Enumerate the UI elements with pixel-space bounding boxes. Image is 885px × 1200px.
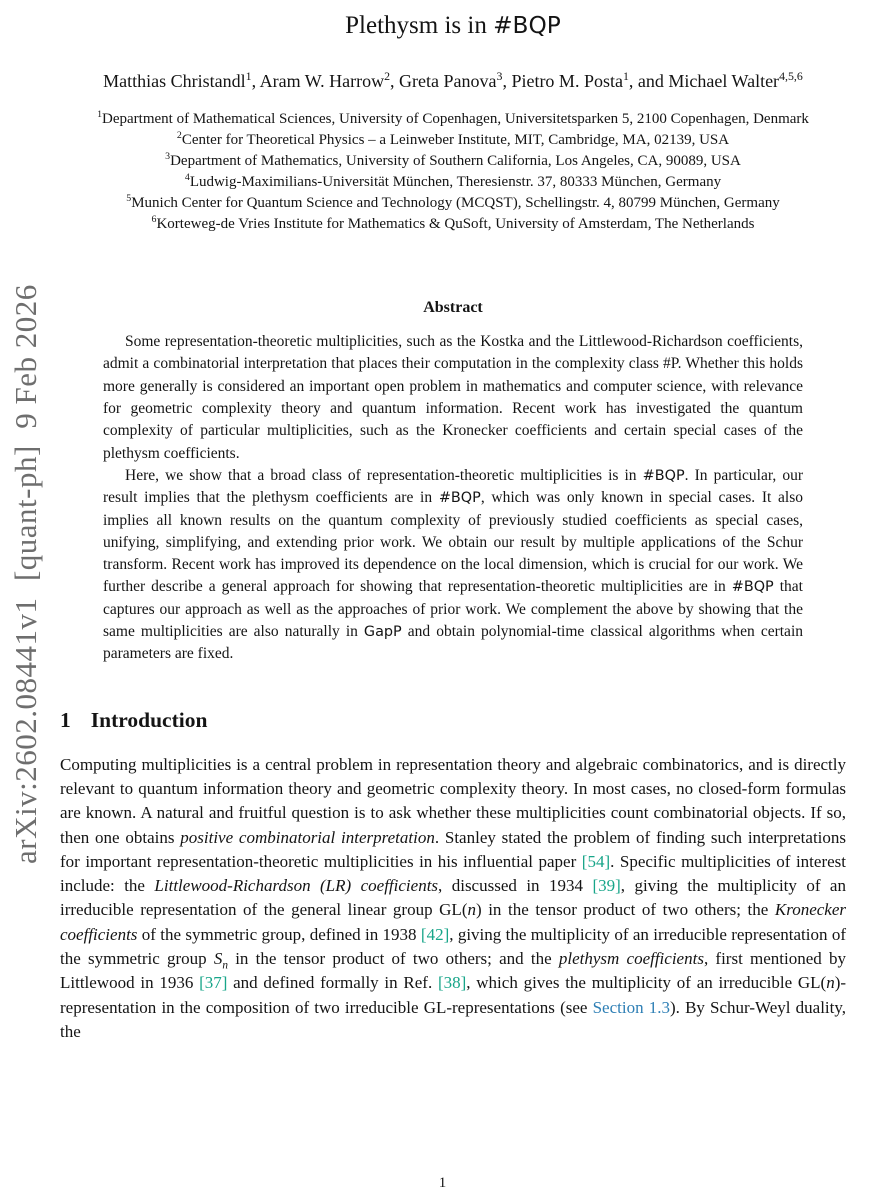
text-segment: in the tensor product of two others; and the xyxy=(227,949,559,969)
text-segment: . In particular, our result implies that the plethysm coefficients are in xyxy=(103,466,803,507)
text-segment: #BQP xyxy=(493,12,561,39)
text-segment: 5 xyxy=(126,193,132,204)
text-segment: that captures our approach as well as the approaches of prior work. We complement the above by showing that the same multiplicities are also naturally in xyxy=(103,578,803,641)
text-segment: ). By Schur-Weyl duality, the xyxy=(60,997,847,1041)
page-number: 1 xyxy=(438,1175,447,1191)
text-segment: 4 xyxy=(184,172,190,183)
text-segment: and defined formally in Ref. xyxy=(227,973,438,993)
section-title: Introduction xyxy=(90,707,208,732)
text-segment: , Greta Panova xyxy=(390,71,497,91)
text-segment: #BQP xyxy=(642,467,685,484)
text-segment: n xyxy=(222,959,228,972)
text-segment: 3 xyxy=(496,69,503,83)
text-segment: Munich Center for Quantum Science and Technology (MCQST), Schellingstr. 4, 80799 München, Germany xyxy=(131,195,780,211)
affiliation-4 xyxy=(60,172,846,193)
paper-title xyxy=(60,0,846,40)
introduction-paragraph xyxy=(60,753,846,1045)
text-segment: Littlewood-Richardson (LR) coefficients xyxy=(154,876,439,896)
text-segment: , and Michael Walter xyxy=(628,71,780,91)
text-segment: Korteweg-de Vries Institute for Mathematics & QuSoft, University of Amsterdam, The Netherlands xyxy=(156,216,755,232)
abstract-paragraph-2 xyxy=(103,465,803,666)
text-segment: Kronecker coefficients xyxy=(60,900,846,944)
text-segment: Matthias Christandl xyxy=(103,71,246,91)
text-segment: positive combinatorial interpretation xyxy=(180,827,435,847)
text-segment: #BQP xyxy=(731,579,774,596)
text-segment: , Aram W. Harrow xyxy=(251,71,385,91)
text-segment: Department of Mathematical Sciences, University of Copenhagen, Universitetsparken 5, 2100 Copenhagen, Denmark xyxy=(102,111,809,127)
text-segment: . Stanley stated the problem of finding such interpretations for important representation-theoretic multiplicities in his influential paper xyxy=(60,827,847,871)
text-segment: , discussed in 1934 xyxy=(438,876,593,896)
text-segment: , which was only known in special cases. It also implies all known results on the quantum complexity of previously studied coefficients as special cases, unifying, simplifying, and extending prior work. We obtain our result by multiple applications of the Schur transform. Recent work has improved its dependence on the local dimension, which is crucial for our work. We further describe a general approach for showing that representation-theoretic multiplicities are in xyxy=(103,489,803,596)
text-segment: , Pietro M. Posta xyxy=(502,71,623,91)
text-segment: . Specific multiplicities of interest include: the xyxy=(60,851,846,896)
section-heading-introduction xyxy=(60,708,846,733)
text-segment: , which gives the multiplicity of an irreducible GL( xyxy=(466,973,827,993)
text-segment: Department of Mathematics, University of Southern California, Los Angeles, CA, 90089, USA xyxy=(170,153,741,169)
affiliation-3 xyxy=(60,151,846,172)
abstract-paragraph-1 xyxy=(103,331,803,465)
paper-content xyxy=(60,0,846,1044)
text-segment: , giving the multiplicity of an irreducible representation of the symmetric group xyxy=(60,924,846,969)
text-segment: Plethysm is in xyxy=(345,12,494,39)
text-segment: GapP xyxy=(363,624,402,641)
text-segment: Center for Theoretical Physics – a Leinweber Institute, MIT, Cambridge, MA, 02139, USA xyxy=(181,132,730,148)
citation-ref[interactable]: [42] xyxy=(420,924,450,944)
text-segment: Some representation-theoretic multiplicities, such as the Kostka and the Littlewood-Richardson coefficients, admit a combinatorial interpretation that places their computation in the complexity class #P. Whether this holds more generally is considered an important open problem in mathematics and computer science, with relevance for geometric complexity theory and quantum information. Recent work has investigated the quantum complexity of particular multiplicities, such as the Kronecker coefficients and certain special cases of the plethysm coefficients. xyxy=(103,333,803,462)
text-segment: 6 xyxy=(151,214,157,225)
affiliation-6 xyxy=(60,214,846,235)
text-segment: 1 xyxy=(97,109,103,120)
section-number: 1 xyxy=(60,707,71,732)
text-segment: Computing multiplicities is a central problem in representation theory and algebraic combinatorics, and is directly relevant to quantum information theory and geometric complexity theory. In most cases, no closed-form formulas are known. A natural and fruitful question is to ask whether these multiplicities count combinatorial objects. If so, then one obtains xyxy=(60,754,846,847)
citation-ref[interactable]: [39] xyxy=(592,876,621,896)
text-segment: ) in the tensor product of two others; the xyxy=(475,900,775,920)
text-segment: n xyxy=(826,973,835,993)
text-segment: plethysm coefficients xyxy=(558,949,704,969)
citation-ref[interactable]: [38] xyxy=(437,973,467,993)
affiliation-2 xyxy=(60,130,846,151)
text-segment: Here, we show that a broad class of representation-theoretic multiplicities is in xyxy=(125,466,643,484)
text-segment: 2 xyxy=(384,69,391,83)
abstract-heading: Abstract xyxy=(423,299,483,316)
text-segment: , first mentioned by Littlewood in 1936 xyxy=(60,949,846,993)
citation-ref[interactable]: [54] xyxy=(581,851,611,871)
affiliation-1 xyxy=(60,109,846,130)
author-list xyxy=(60,68,846,95)
affiliation-5 xyxy=(60,193,846,214)
section-link[interactable]: Section 1.3 xyxy=(592,997,670,1017)
text-segment: 1 xyxy=(245,69,252,83)
citation-ref[interactable]: [37] xyxy=(199,973,228,993)
text-segment: 4,5,6 xyxy=(779,69,803,83)
arxiv-sidebar-label: arXiv:2602.08441v1 [quant-ph] 9 Feb 2026 xyxy=(8,284,43,864)
text-segment: Ludwig-Maximilians-Universität München, Theresienstr. 37, 80333 München, Germany xyxy=(189,174,722,190)
text-segment: 2 xyxy=(176,130,182,141)
affiliation-list xyxy=(60,109,846,235)
text-segment: n xyxy=(467,900,476,920)
text-segment: S xyxy=(213,949,223,969)
text-segment: , giving the multiplicity of an irreducible representation of the general linear group GL( xyxy=(60,876,846,920)
text-segment: and obtain polynomial-time classical algorithms when certain parameters are fixed. xyxy=(103,623,803,663)
text-segment: 1 xyxy=(622,69,629,83)
text-segment: of the symmetric group, defined in 1938 xyxy=(137,924,421,944)
abstract-body xyxy=(103,331,803,666)
text-segment: #BQP xyxy=(438,490,481,507)
text-segment: )-representation in the composition of two irreducible GL-representations (see xyxy=(60,973,847,1017)
text-segment: 3 xyxy=(165,151,171,162)
